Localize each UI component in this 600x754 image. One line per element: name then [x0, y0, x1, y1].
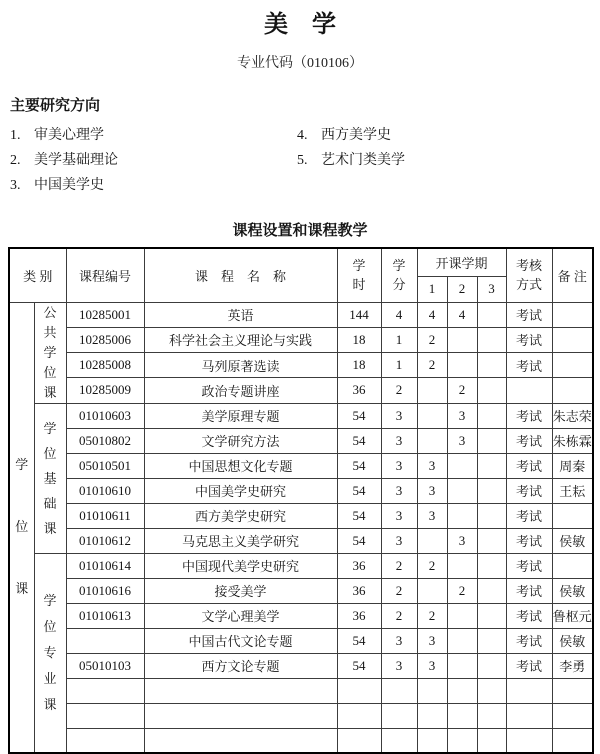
category-outer-label: 学位课 [15, 457, 29, 597]
header-semester-2: 2 [447, 276, 477, 302]
course-row [9, 353, 593, 378]
credits-cell: 4 [381, 302, 417, 327]
credits-cell: 3 [381, 503, 417, 528]
semester-1-cell: 3 [417, 453, 447, 478]
semester-1-cell: 2 [417, 327, 447, 352]
course-no-cell: 01010613 [66, 603, 144, 628]
remark-cell: 周秦 [552, 453, 593, 478]
assessment-cell: 考试 [506, 453, 552, 478]
semester-3-cell [477, 653, 506, 678]
header-hours-label: 学时 [352, 257, 366, 293]
semester-1-cell: 3 [417, 478, 447, 503]
credits-cell: 3 [381, 528, 417, 553]
semester-1-cell: 2 [417, 553, 447, 578]
direction-label: 美学基础理论 [34, 152, 118, 168]
assessment-cell [506, 378, 552, 403]
credits-cell: 3 [381, 628, 417, 653]
category-group-label: 学位专业课 [43, 592, 57, 712]
remark-cell [552, 353, 593, 378]
assessment-cell: 考试 [506, 628, 552, 653]
semester-2-cell [447, 703, 477, 728]
category-group-cell [34, 403, 66, 553]
course-name-cell [144, 678, 337, 703]
semester-2-cell [447, 327, 477, 352]
hours-cell: 144 [337, 302, 381, 327]
course-name-cell: 中国古代文论专题 [144, 628, 337, 653]
semester-2-cell: 3 [447, 403, 477, 428]
course-row [9, 703, 593, 728]
course-no-cell [66, 678, 144, 703]
semester-3-cell [477, 302, 506, 327]
assessment-cell: 考试 [506, 327, 552, 352]
hours-cell: 36 [337, 603, 381, 628]
semester-3-cell [477, 578, 506, 603]
course-name-cell: 英语 [144, 302, 337, 327]
assessment-cell: 考试 [506, 302, 552, 327]
direction-label: 西方美学史 [321, 127, 391, 143]
course-name-cell [144, 728, 337, 753]
semester-1-cell: 4 [417, 302, 447, 327]
semester-3-cell [477, 453, 506, 478]
remark-cell [552, 728, 593, 753]
course-name-cell [144, 703, 337, 728]
credits-cell: 2 [381, 553, 417, 578]
course-table-body [9, 302, 593, 753]
hours-cell: 36 [337, 553, 381, 578]
semester-2-cell: 4 [447, 302, 477, 327]
course-no-cell: 10285006 [66, 327, 144, 352]
course-row [9, 478, 593, 503]
semester-2-cell [447, 728, 477, 753]
semester-1-cell: 2 [417, 353, 447, 378]
semester-3-cell [477, 353, 506, 378]
course-table [8, 247, 594, 754]
semester-1-cell [417, 428, 447, 453]
course-row [9, 678, 593, 703]
remark-cell: 朱栋霖 [552, 428, 593, 453]
course-name-cell: 中国思想文化专题 [144, 453, 337, 478]
semester-3-cell [477, 603, 506, 628]
remark-cell: 侯敏 [552, 578, 593, 603]
assessment-cell: 考试 [506, 578, 552, 603]
page-title: 美 学 [264, 11, 336, 38]
course-name-cell: 政治专题讲座 [144, 378, 337, 403]
credits-cell: 3 [381, 428, 417, 453]
course-no-cell: 10285001 [66, 302, 144, 327]
research-directions-list [8, 121, 592, 196]
semester-2-cell [447, 628, 477, 653]
header-hours [337, 248, 381, 302]
direction-label: 中国美学史 [34, 177, 104, 193]
course-no-cell [66, 703, 144, 728]
course-row [9, 578, 593, 603]
course-row [9, 503, 593, 528]
remark-cell: 朱志荣 [552, 403, 593, 428]
research-directions-heading: 主要研究方向 [10, 97, 101, 114]
remark-cell: 鲁枢元 [552, 603, 593, 628]
semester-1-cell [417, 578, 447, 603]
course-no-cell: 05010501 [66, 453, 144, 478]
course-row [9, 327, 593, 352]
remark-cell [552, 553, 593, 578]
course-no-cell: 01010616 [66, 578, 144, 603]
course-row [9, 653, 593, 678]
assessment-cell: 考试 [506, 478, 552, 503]
semester-2-cell [447, 503, 477, 528]
remark-cell [552, 503, 593, 528]
direction-number: 4. [297, 127, 308, 143]
assessment-cell [506, 728, 552, 753]
course-no-cell [66, 628, 144, 653]
assessment-cell: 考试 [506, 603, 552, 628]
header-credits [381, 248, 417, 302]
header-credits-label: 学分 [392, 257, 406, 293]
remark-cell: 王耘 [552, 478, 593, 503]
credits-cell [381, 678, 417, 703]
semester-3-cell [477, 553, 506, 578]
assessment-cell: 考试 [506, 403, 552, 428]
direction-label: 审美心理学 [34, 127, 104, 143]
course-row [9, 378, 593, 403]
remark-cell [552, 678, 593, 703]
course-no-cell: 01010611 [66, 503, 144, 528]
header-semester-1: 1 [417, 276, 447, 302]
course-name-cell: 马克思主义美学研究 [144, 528, 337, 553]
semester-3-cell [477, 378, 506, 403]
hours-cell: 54 [337, 478, 381, 503]
credits-cell: 1 [381, 353, 417, 378]
course-no-cell: 05010103 [66, 653, 144, 678]
course-no-cell: 01010612 [66, 528, 144, 553]
header-assessment [506, 248, 552, 302]
direction-number: 5. [297, 152, 308, 168]
hours-cell: 54 [337, 653, 381, 678]
semester-1-cell [417, 378, 447, 403]
research-direction-item [10, 174, 297, 194]
table-header-row [9, 248, 593, 276]
semester-3-cell [477, 403, 506, 428]
hours-cell: 54 [337, 628, 381, 653]
semester-2-cell [447, 353, 477, 378]
assessment-cell: 考试 [506, 653, 552, 678]
course-name-cell: 西方美学史研究 [144, 503, 337, 528]
course-no-cell: 01010610 [66, 478, 144, 503]
remark-cell [552, 327, 593, 352]
hours-cell [337, 703, 381, 728]
semester-3-cell [477, 528, 506, 553]
semester-3-cell [477, 327, 506, 352]
course-name-cell: 西方文论专题 [144, 653, 337, 678]
credits-cell: 3 [381, 403, 417, 428]
semester-3-cell [477, 478, 506, 503]
semester-2-cell [447, 603, 477, 628]
course-row [9, 728, 593, 753]
semester-2-cell: 2 [447, 578, 477, 603]
header-remark: 备 注 [552, 248, 593, 302]
assessment-cell [506, 678, 552, 703]
assessment-cell: 考试 [506, 528, 552, 553]
course-table-title: 课程设置和课程教学 [232, 222, 368, 239]
course-name-cell: 科学社会主义理论与实践 [144, 327, 337, 352]
category-group-cell [34, 302, 66, 403]
category-outer-cell [9, 302, 34, 753]
course-row [9, 453, 593, 478]
assessment-cell [506, 703, 552, 728]
semester-1-cell: 3 [417, 503, 447, 528]
course-no-cell: 10285008 [66, 353, 144, 378]
remark-cell [552, 378, 593, 403]
research-direction-item [297, 124, 592, 144]
semester-2-cell [447, 678, 477, 703]
semester-3-cell [477, 678, 506, 703]
semester-3-cell [477, 728, 506, 753]
course-name-cell: 文学研究方法 [144, 428, 337, 453]
assessment-cell: 考试 [506, 503, 552, 528]
semester-2-cell [447, 453, 477, 478]
header-semester-3: 3 [477, 276, 506, 302]
direction-number: 1. [10, 127, 21, 143]
hours-cell: 54 [337, 528, 381, 553]
course-no-cell: 01010614 [66, 553, 144, 578]
semester-1-cell [417, 528, 447, 553]
remark-cell [552, 703, 593, 728]
semester-1-cell: 3 [417, 628, 447, 653]
research-direction-item [10, 149, 297, 169]
semester-2-cell [447, 478, 477, 503]
direction-number: 2. [10, 152, 21, 168]
course-no-cell: 05010802 [66, 428, 144, 453]
header-semesters: 开课学期 [417, 248, 506, 276]
credits-cell: 2 [381, 603, 417, 628]
major-code: 专业代码（010106） [237, 56, 363, 71]
assessment-cell: 考试 [506, 428, 552, 453]
course-name-cell: 中国美学史研究 [144, 478, 337, 503]
direction-number: 3. [10, 177, 21, 193]
semester-1-cell [417, 403, 447, 428]
semester-3-cell [477, 503, 506, 528]
course-name-cell: 马列原著选读 [144, 353, 337, 378]
course-no-cell: 01010603 [66, 403, 144, 428]
course-row [9, 603, 593, 628]
remark-cell: 李勇 [552, 653, 593, 678]
hours-cell: 54 [337, 403, 381, 428]
credits-cell: 1 [381, 327, 417, 352]
hours-cell [337, 678, 381, 703]
hours-cell: 18 [337, 327, 381, 352]
hours-cell: 54 [337, 428, 381, 453]
semester-2-cell: 3 [447, 528, 477, 553]
direction-label: 艺术门类美学 [321, 152, 405, 168]
credits-cell: 2 [381, 378, 417, 403]
hours-cell: 54 [337, 453, 381, 478]
semester-2-cell [447, 653, 477, 678]
course-no-cell [66, 728, 144, 753]
course-name-cell: 文学心理美学 [144, 603, 337, 628]
credits-cell: 3 [381, 453, 417, 478]
credits-cell [381, 703, 417, 728]
hours-cell: 18 [337, 353, 381, 378]
course-row [9, 428, 593, 453]
semester-1-cell: 2 [417, 603, 447, 628]
credits-cell: 3 [381, 478, 417, 503]
remark-cell: 侯敏 [552, 528, 593, 553]
semester-1-cell: 3 [417, 653, 447, 678]
semester-3-cell [477, 703, 506, 728]
course-row [9, 628, 593, 653]
hours-cell: 54 [337, 503, 381, 528]
header-course-no: 课程编号 [66, 248, 144, 302]
course-row [9, 553, 593, 578]
semester-2-cell: 3 [447, 428, 477, 453]
course-row [9, 403, 593, 428]
semester-1-cell [417, 703, 447, 728]
category-group-label: 学位基础课 [43, 420, 57, 536]
semester-3-cell [477, 628, 506, 653]
category-group-label: 公共学位课 [43, 304, 57, 400]
course-name-cell: 接受美学 [144, 578, 337, 603]
semester-2-cell: 2 [447, 378, 477, 403]
category-group-cell [34, 553, 66, 753]
course-name-cell: 中国现代美学史研究 [144, 553, 337, 578]
research-direction-item [10, 124, 297, 144]
header-course-name: 课 程 名 称 [144, 248, 337, 302]
hours-cell [337, 728, 381, 753]
semester-1-cell [417, 728, 447, 753]
credits-cell: 2 [381, 578, 417, 603]
remark-cell: 侯敏 [552, 628, 593, 653]
assessment-cell: 考试 [506, 553, 552, 578]
semester-2-cell [447, 553, 477, 578]
course-name-cell: 美学原理专题 [144, 403, 337, 428]
semester-3-cell [477, 428, 506, 453]
semester-1-cell [417, 678, 447, 703]
course-no-cell: 10285009 [66, 378, 144, 403]
course-row [9, 528, 593, 553]
credits-cell: 3 [381, 653, 417, 678]
header-assessment-label: 考核方式 [516, 257, 543, 293]
header-category: 类 别 [9, 248, 66, 302]
hours-cell: 36 [337, 578, 381, 603]
hours-cell: 36 [337, 378, 381, 403]
research-direction-item [297, 149, 592, 169]
assessment-cell: 考试 [506, 353, 552, 378]
remark-cell [552, 302, 593, 327]
credits-cell [381, 728, 417, 753]
course-row [9, 302, 593, 327]
